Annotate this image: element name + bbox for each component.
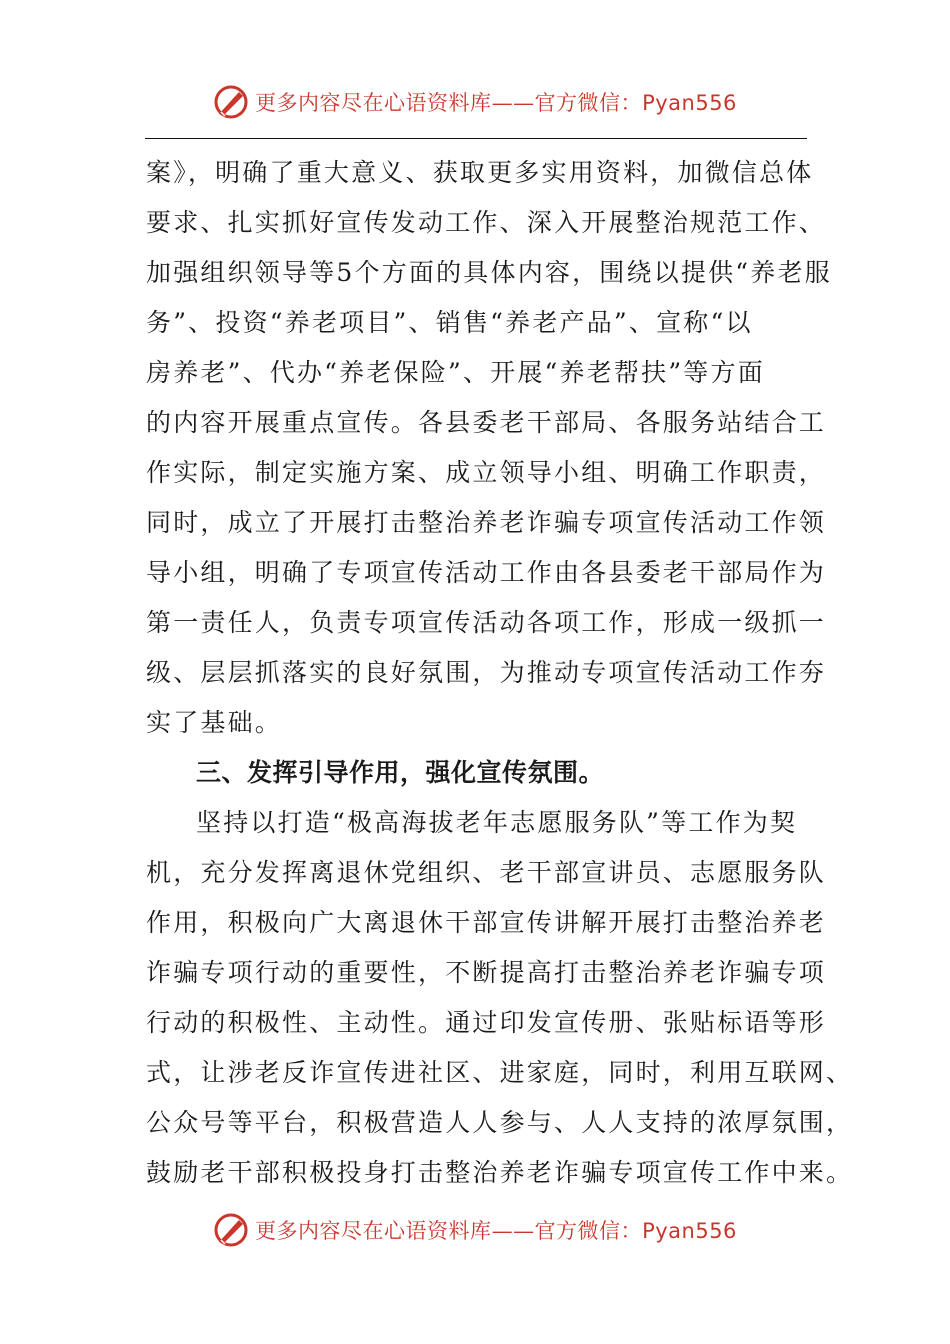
- footer-watermark: [0, 1208, 950, 1252]
- text-line: 案》，明确了重大意义、获取更多实用资料，加微信总体: [146, 158, 814, 187]
- text-line: 机，充分发挥离退休党组织、老干部宣讲员、志愿服务队: [146, 858, 827, 887]
- text-line: 鼓励老干部积极投身打击整治养老诈骗专项宣传工作中来。: [146, 1158, 854, 1187]
- paragraph-1: [146, 148, 832, 748]
- watermark-text: 更多内容尽在心语资料库——官方微信：Pyan556: [255, 91, 737, 115]
- section-heading: 三、发挥引导作用，强化宣传氛围。: [196, 758, 605, 787]
- text-line: 诈骗专项行动的重要性，不断提高打击整治养老诈骗专项: [146, 958, 827, 987]
- document-body: [146, 148, 854, 1198]
- text-line: 加强组织领导等5个方面的具体内容，围绕以提供“养老服: [146, 258, 832, 287]
- text-line: 作实际，制定实施方案、成立领导小组、明确工作职责，: [146, 458, 827, 487]
- text-line: 级、层层抓落实的良好氛围，为推动专项宣传活动工作夯: [146, 658, 827, 687]
- text-line: 第一责任人，负责专项宣传活动各项工作，形成一级抓一: [146, 608, 827, 637]
- text-line: 要求、扎实抓好宣传发动工作、深入开展整治规范工作、: [146, 208, 827, 237]
- text-line: 实了基础。: [146, 708, 283, 737]
- header-rule: [145, 138, 807, 139]
- text-line: 导小组，明确了专项宣传活动工作由各县委老干部局作为: [146, 558, 827, 587]
- text-line: 行动的积极性、主动性。通过印发宣传册、张贴标语等形: [146, 1008, 827, 1037]
- text-line: 坚持以打造“极高海拔老年志愿服务队”等工作为契: [196, 808, 798, 837]
- watermark-text: 更多内容尽在心语资料库——官方微信：Pyan556: [255, 1219, 737, 1243]
- text-line: 务”、投资“养老项目”、销售“养老产品”、宣称“以: [146, 308, 753, 337]
- pen-logo-icon: [213, 1212, 249, 1248]
- pen-logo-icon: [213, 84, 249, 120]
- text-line: 的内容开展重点宣传。各县委老干部局、各服务站结合工: [146, 408, 827, 437]
- text-line: 同时，成立了开展打击整治养老诈骗专项宣传活动工作领: [146, 508, 827, 537]
- header-watermark: [0, 80, 950, 124]
- text-line: 公众号等平台，积极营造人人参与、人人支持的浓厚氛围，: [146, 1108, 854, 1137]
- text-line: 式，让涉老反诈宣传进社区、进家庭，同时，利用互联网、: [146, 1058, 854, 1087]
- text-line: 房养老”、代办“养老保险”、开展“养老帮扶”等方面: [146, 358, 765, 387]
- text-line: 作用，积极向广大离退休干部宣传讲解开展打击整治养老: [146, 908, 827, 937]
- paragraph-2: [146, 798, 854, 1198]
